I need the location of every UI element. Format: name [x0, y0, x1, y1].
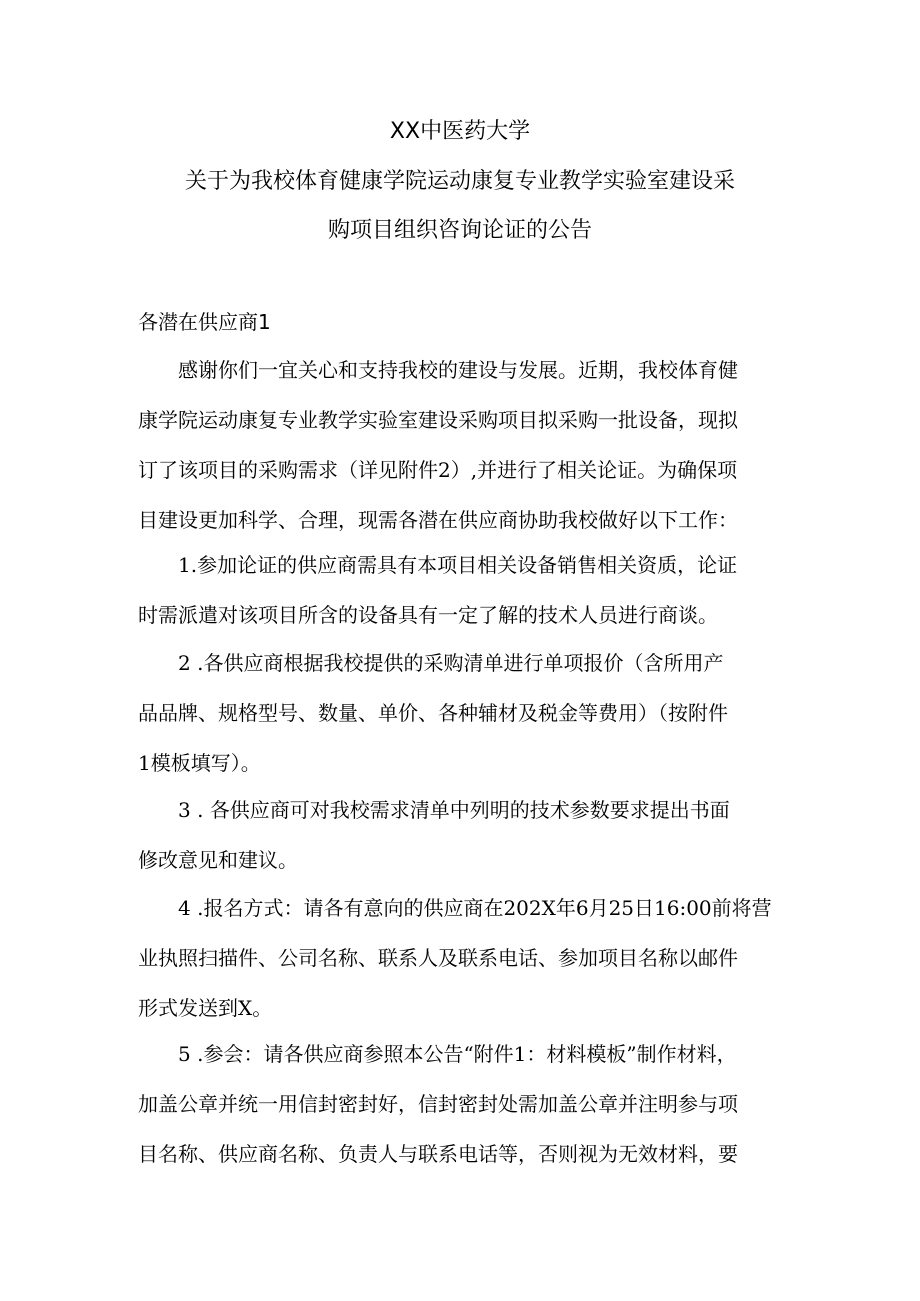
paragraph-line: 3 . 各供应商可对我校需求清单中列明的技术参数要求提出书面 [138, 798, 730, 822]
paragraph-line: 修改意见和建议。 [138, 848, 298, 872]
paragraph-line: 感谢你们一宜关心和支持我校的建设与发展。近期，我校体育健 [138, 358, 738, 382]
paragraph-line: 目名称、供应商名称、负责人与联系电话等，否则视为无效材料，要 [138, 1142, 738, 1166]
document-title-line-2: 关于为我校体育健康学院运动康复专业教学实验室建设采 [184, 169, 735, 194]
paragraph-line: 5 .参会：请各供应商参照本公告“附件1：材料模板”制作材料， [138, 1042, 737, 1066]
document-title-line-1: XX中医药大学 [389, 119, 531, 144]
document-title-line-3: 购项目组织咨询论证的公告 [327, 218, 592, 243]
paragraph-line: 1模板填写）。 [138, 751, 261, 775]
paragraph-line: 康学院运动康复专业教学实验室建设采购项目拟采购一批设备，现拟 [138, 408, 738, 432]
paragraph-line: 加盖公章并统一用信封密封好，信封密封处需加盖公章并注明参与项 [138, 1092, 738, 1116]
paragraph-line: 1.参加论证的供应商需具有本项目相关设备销售相关资质，论证 [138, 553, 738, 577]
paragraph-item-4 [138, 883, 784, 1033]
paragraph-line: 目建设更加科学、合理，现需各潜在供应商协助我校做好以下工作： [138, 508, 738, 532]
paragraph-intro [138, 345, 784, 545]
paragraph-item-1 [138, 540, 784, 640]
paragraph-line: 订了该项目的采购需求（详见附件2）,并进行了相关论证。为确保项 [138, 458, 738, 482]
paragraph-line: 时需派遣对该项目所含的设备具有一定了解的技术人员进行商谈。 [138, 603, 718, 627]
paragraph-item-2 [138, 638, 784, 788]
salutation: 各潜在供应商1 [138, 310, 271, 334]
paragraph-line: 4 .报名方式：请各有意向的供应商在202X年6月25日16:00前将营 [138, 896, 772, 920]
paragraph-line: 业执照扫描件、公司名称、联系人及联系电话、参加项目名称以邮件 [138, 946, 738, 970]
paragraph-line: 形式发送到X。 [138, 996, 273, 1020]
paragraph-line: 2 .各供应商根据我校提供的采购清单进行单项报价（含所用产 [138, 651, 724, 675]
paragraph-item-5 [138, 1029, 784, 1179]
paragraph-item-3 [138, 785, 784, 885]
paragraph-line: 品品牌、规格型号、数量、单价、各种辅材及税金等费用）（按附件 [138, 701, 728, 725]
